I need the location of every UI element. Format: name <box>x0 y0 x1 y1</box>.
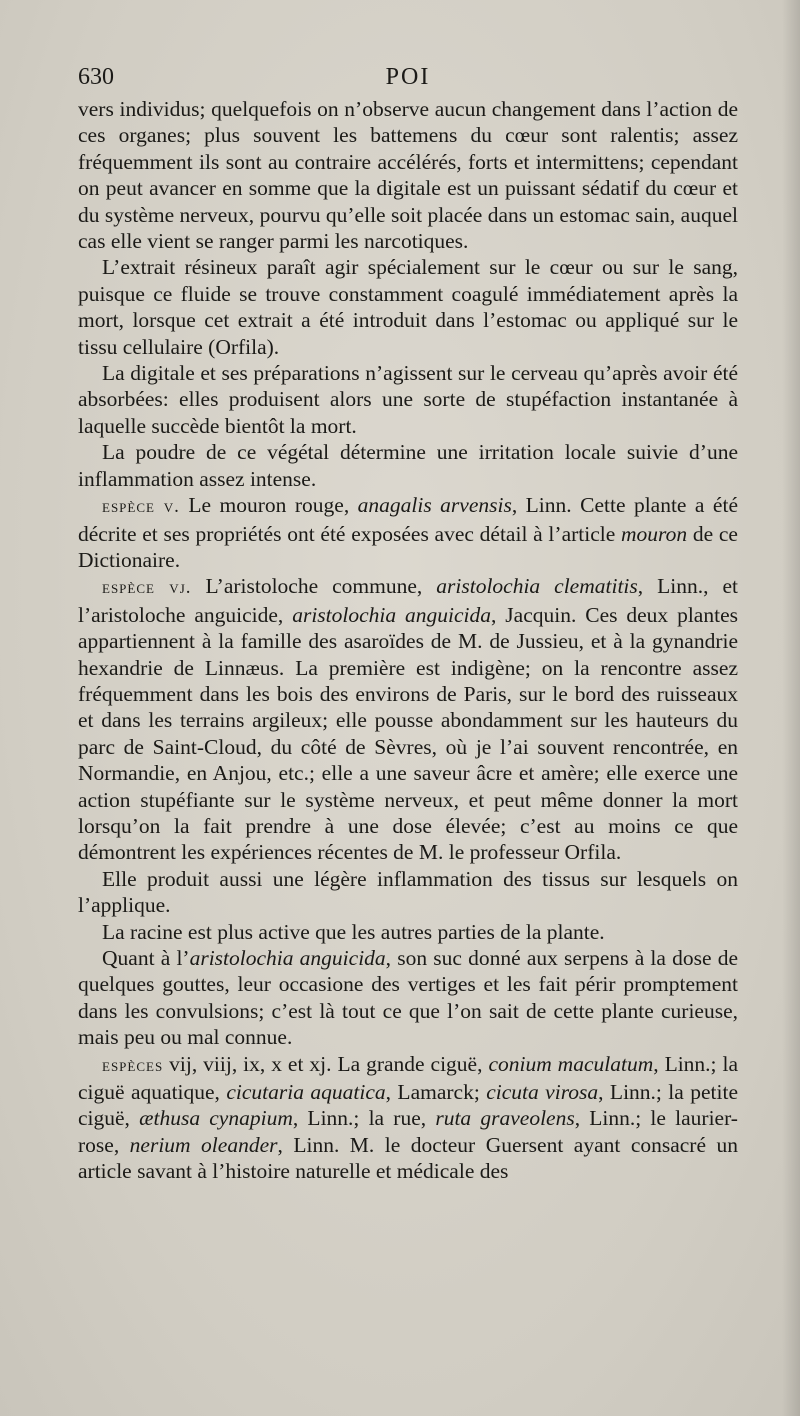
paragraph <box>78 360 738 439</box>
species-label: espèces <box>102 1054 164 1076</box>
text-run: L’extrait résineux paraît agir spécialement sur le cœur ou sur le sang, puisque ce fluide se trouve constamment coagulé immédiatement après la mort, lorsque cet extrait a été introduit dans l’estomac ou appliqué sur le tissu cellulaire (Orfila). <box>78 255 738 359</box>
paragraph <box>78 919 738 945</box>
paragraph <box>78 1051 738 1185</box>
paragraph <box>78 945 738 1051</box>
italic-term: æthusa cynapium <box>139 1106 293 1131</box>
text-run: L’aristoloche commune, <box>191 574 437 599</box>
italic-term: cicutaria aquatica <box>226 1080 386 1105</box>
species-label: espèce v. <box>102 496 180 518</box>
page-edge-shadow <box>782 0 800 1416</box>
paragraph <box>78 866 738 919</box>
italic-term: nerium oleander <box>129 1132 278 1157</box>
text-run: , Lamarck; <box>385 1080 487 1105</box>
text-run: de ce Dictionaire. <box>78 521 738 572</box>
paragraph <box>78 439 738 492</box>
text-run: , Linn.; le laurier-rose, <box>78 1106 738 1157</box>
page-header <box>78 64 738 94</box>
italic-term: cicuta virosa <box>486 1080 599 1105</box>
text-run: , son suc donné aux serpens à la dose de quelques gouttes, leur occasione des vertiges et les fait périr promptement dans les convulsions; c’est là tout ce que l’on sait de cette plante curieuse, mais peu ou mal connue. <box>78 946 738 1050</box>
italic-term: ruta graveolens <box>435 1106 575 1131</box>
species-label: espèce vj. <box>102 577 192 599</box>
text-run: , Linn. M. le docteur Guersent ayant consacré un article savant à l’histoire naturelle et médicale des <box>78 1132 738 1184</box>
text-run: , Linn.; la ciguë aquatique, <box>78 1051 738 1105</box>
paragraph <box>78 573 738 865</box>
text-run: Le mouron rouge, <box>179 493 358 518</box>
text-run: , Jacquin. Ces deux plantes appartiennent à la famille des asaroïdes de M. de Jussieu, et à la gynandrie hexandrie de Linnæus. La première est indigène; on la rencontre assez fréquemment dans les bois des environs de Paris, sur le bord des ruisseaux et dans les terrains argileux; elle pousse abondamment sur les hauteurs du parc de Saint-Cloud, du côté de Sèvres, où je l’ai souvent rencontrée, en Normandie, en Anjou, etc.; elle a une saveur âcre et amère; elle exerce une action stupéfiante sur le système nerveux, et peut même donner la mort lorsqu’on la fait prendre à une dose élevée; c’est au moins ce que démontrent les expériences récentes de M. le professeur Orfila. <box>78 602 738 865</box>
text-run: , Linn., et l’aristoloche anguicide, <box>78 574 738 627</box>
text-run: vers individus; quelquefois on n’observe aucun changement dans l’action de ces organes; plus souvent les battemens du cœur sont ralentis; assez fréquemment ils sont au contraire accélérés, forts et intermittens; cependant on peut avancer en somme que la digitale est un puissant sédatif du cœur et du système nerveux, pourvu qu’elle soit placée dans un estomac sain, auquel cas elle vient se ranger parmi les narcotiques. <box>78 97 738 254</box>
text-run: Elle produit aussi une légère inflammation des tissus sur lesquels on l’applique. <box>78 866 738 918</box>
italic-term: aristolochia clematitis <box>436 574 638 599</box>
italic-term: anagalis arvensis <box>357 493 512 518</box>
text-run: La digitale et ses préparations n’agissent sur le cerveau qu’après avoir été absorbées: elles produisent alors une sorte de stupéfaction instantanée à laquelle succède bientôt la mort. <box>78 361 738 438</box>
paragraph <box>78 492 738 573</box>
page-number: 630 <box>78 64 114 90</box>
text-run: Quant à l’ <box>102 946 190 970</box>
italic-term: mouron <box>621 521 688 546</box>
paragraph <box>78 96 738 254</box>
italic-term: aristolochia anguicida <box>189 946 386 970</box>
text-run: La racine est plus active que les autres parties de la plante. <box>102 919 605 944</box>
text-run: , Linn.; la rue, <box>292 1106 436 1131</box>
italic-term: aristolochia anguicida <box>292 602 492 627</box>
paragraph <box>78 254 738 360</box>
text-run: , Linn. Cette plante a été décrite et ses propriétés ont été exposées avec détail à l’article <box>78 493 738 546</box>
text-run: , Linn.; la petite ciguë, <box>78 1080 738 1131</box>
italic-term: conium maculatum <box>488 1051 654 1076</box>
running-head: POI <box>385 64 431 90</box>
body-text <box>78 96 738 1185</box>
text-run: vij, viij, ix, x et xj. La grande ciguë, <box>163 1051 489 1076</box>
text-run: La poudre de ce végétal détermine une irritation locale suivie d’une inflammation assez intense. <box>78 440 738 491</box>
